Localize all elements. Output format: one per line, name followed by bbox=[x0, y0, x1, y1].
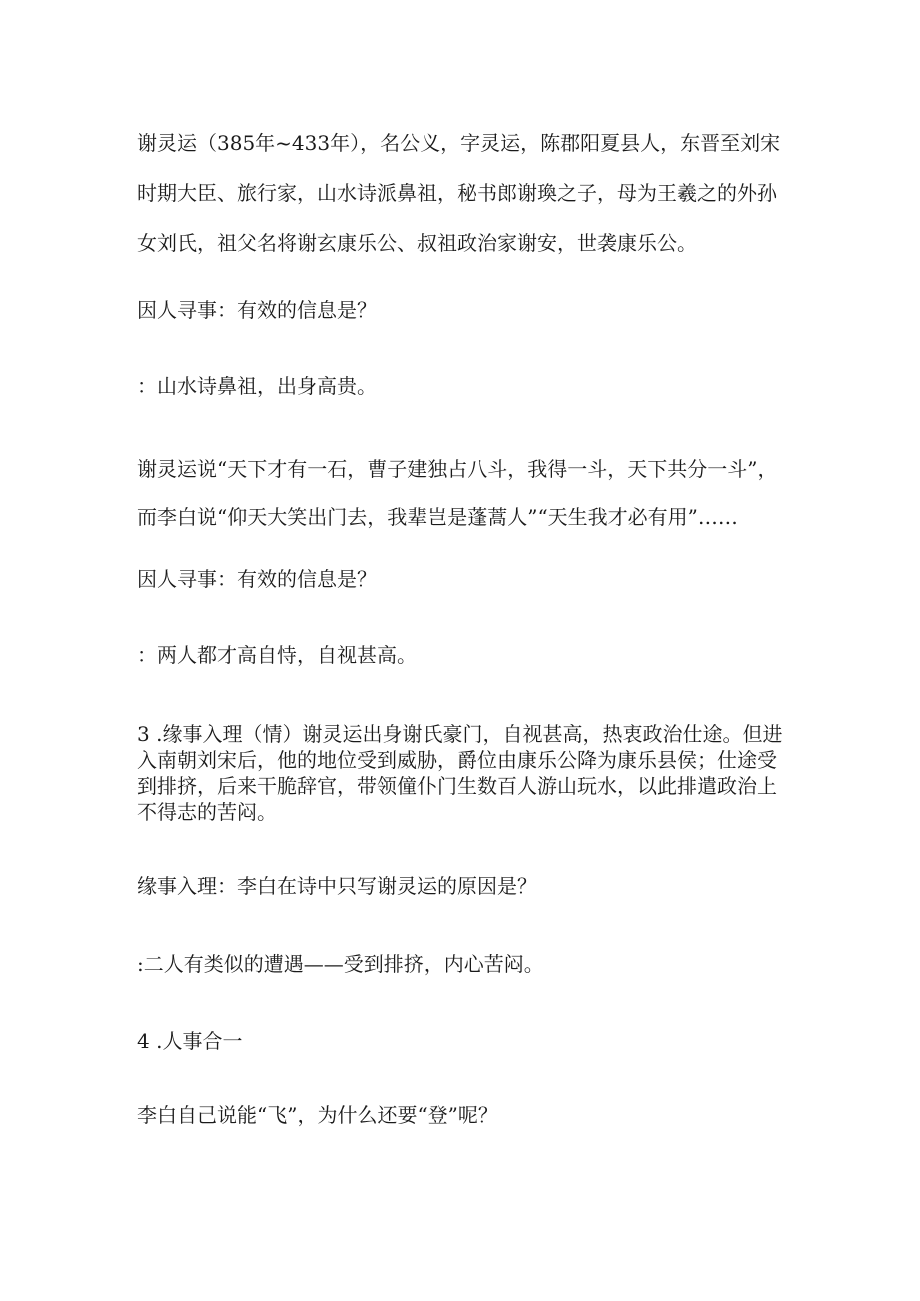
answer-1: ：山水诗鼻祖，出身高贵。 bbox=[137, 374, 377, 398]
quote-paragraph bbox=[137, 445, 797, 541]
intro-line: 谢灵运（385年~433年），名公义，字灵运，陈郡阳夏县人，东晋至刘宋 bbox=[137, 131, 781, 155]
section-3-line: 到排挤，后来干脆辞官，带领僮仆门生数百人游山玩水，以此排遣政治上 bbox=[137, 774, 777, 798]
question-3: 缘事入理：李白在诗中只写谢灵运的原因是？ bbox=[137, 874, 537, 898]
section-3-line: 3 .缘事入理（情）谢灵运出身谢氏豪门，自视甚高，热衷政治仕途。但进 bbox=[137, 722, 783, 746]
quote-line: 而李白说“仰天大笑出门去，我辈岂是蓬蒿人”“天生我才必有用”…… bbox=[137, 505, 738, 529]
quote-line: 谢灵运说“天下才有一石，曹子建独占八斗，我得一斗，天下共分一斗”， bbox=[137, 457, 778, 481]
section-3-line: 入南朝刘宋后，他的地位受到威胁，爵位由康乐公降为康乐县侯；仕途受 bbox=[137, 748, 777, 772]
intro-line: 时期大臣、旅行家，山水诗派鼻祖，秘书郎谢瑍之子，母为王羲之的外孙 bbox=[137, 181, 777, 205]
question-4: 李白自己说能“飞”，为什么还要“登”呢？ bbox=[137, 1103, 498, 1127]
question-2: 因人寻事：有效的信息是？ bbox=[137, 567, 377, 591]
intro-paragraph bbox=[137, 118, 797, 268]
section-3-paragraph bbox=[137, 721, 797, 825]
answer-2: ：两人都才高自恃，自视甚高。 bbox=[137, 643, 417, 667]
answer-3: :二人有类似的遭遇——受到排挤，内心苦闷。 bbox=[137, 952, 544, 976]
section-3-line: 不得志的苦闷。 bbox=[137, 800, 277, 824]
intro-line: 女刘氏，祖父名将谢玄康乐公、叔祖政治家谢安，世袭康乐公。 bbox=[137, 231, 697, 255]
question-1: 因人寻事：有效的信息是？ bbox=[137, 298, 377, 322]
section-4-heading: 4 .人事合一 bbox=[137, 1029, 243, 1053]
